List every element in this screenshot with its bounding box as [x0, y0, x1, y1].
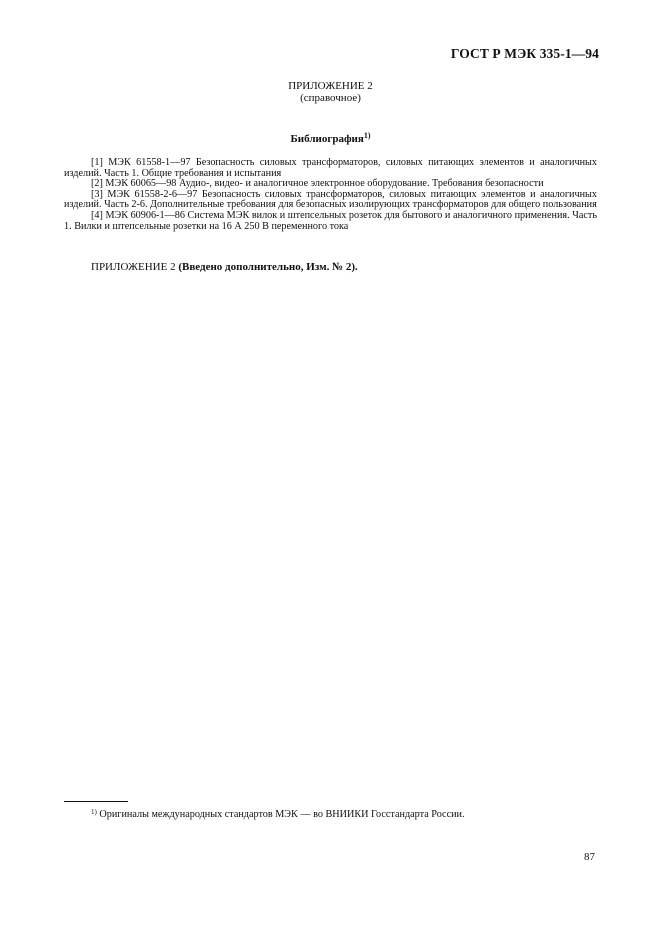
appendix-title: ПРИЛОЖЕНИЕ 2 — [288, 80, 373, 92]
amendment-note — [91, 261, 358, 273]
footnote-text: Оригиналы международных стандартов МЭК — во ВНИИКИ Госстандарта России. — [96, 809, 465, 820]
bibliography-list — [64, 158, 597, 232]
bibliography-entry-4: [4] МЭК 60906-1—86 Система МЭК вилок и штепсельных розеток для бытового и аналогичного применения. Часть 1. Вилки и штепсельные розетки на 16 А 250 В переменного тока — [64, 209, 597, 232]
bibliography-title-text: Библиография — [290, 133, 364, 145]
bibliography-footnote-mark: 1) — [363, 131, 371, 140]
appendix-heading — [0, 80, 661, 104]
footnote-mark: 1) — [91, 808, 97, 816]
page-number: 87 — [584, 851, 595, 863]
footnote-divider — [64, 801, 128, 802]
appendix-subtitle: (справочное) — [300, 92, 361, 104]
footnote — [91, 808, 465, 820]
bibliography-entry-1: [1] МЭК 61558-1—97 Безопасность силовых трансформаторов, силовых питающих элементов и аналогичных изделий. Часть 1. Общие требования и испытания — [64, 157, 597, 179]
amendment-note-bold: (Введено дополнительно, Изм. № 2). — [178, 261, 358, 273]
bibliography-entry-2: [2] МЭК 60065—98 Аудио-, видео- и аналогичное электронное оборудование. Требования безопасности — [91, 178, 544, 190]
bibliography-entry-3: [3] МЭК 61558-2-6—97 Безопасность силовых трансформаторов, силовых питающих элементов и аналогичных изделий. Часть 2-6. Дополнительные требования для безопасных изолирующих трансформаторов для общего пользования — [64, 188, 597, 211]
amendment-note-prefix: ПРИЛОЖЕНИЕ 2 — [91, 261, 179, 273]
standard-header: ГОСТ Р МЭК 335-1—94 — [450, 46, 599, 61]
bibliography-title — [0, 131, 661, 145]
